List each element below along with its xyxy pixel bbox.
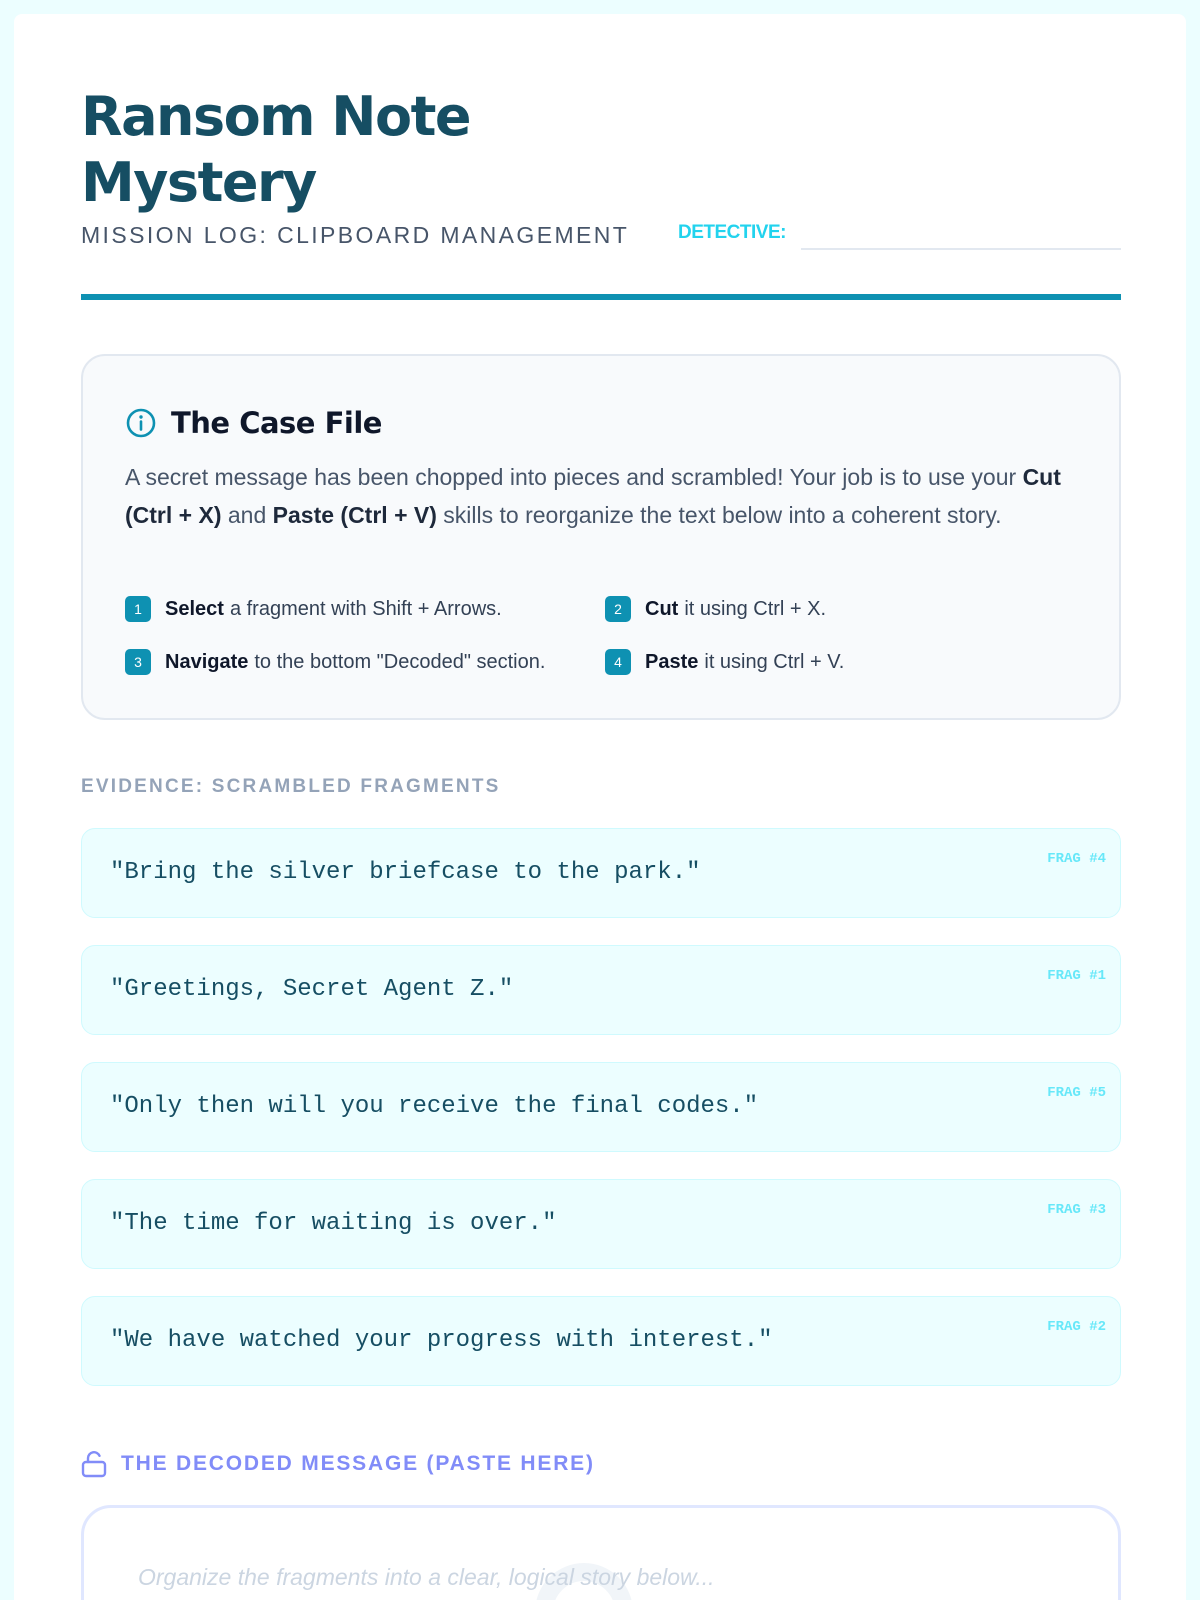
page-header [81, 84, 1121, 248]
step-text: it using Ctrl + V. [704, 650, 845, 673]
step-navigate [125, 649, 545, 675]
fragment-text[interactable]: "Only then will you receive the final codes." [110, 1093, 759, 1120]
detective-label: DETECTIVE: [678, 222, 786, 243]
fragment-card[interactable] [81, 828, 1121, 918]
fragment-text[interactable]: "Bring the silver briefcase to the park." [110, 859, 701, 886]
step-select [125, 596, 502, 622]
case-file-title: The Case File [171, 406, 382, 440]
case-file-heading [125, 406, 382, 440]
step-action: Cut [645, 597, 679, 620]
decoded-section-heading [81, 1450, 595, 1478]
info-icon [125, 407, 157, 439]
fragment-card[interactable] [81, 1179, 1121, 1269]
step-text: to the bottom "Decoded" section. [254, 650, 546, 673]
page-title: Ransom Note Mystery [81, 85, 471, 214]
paste-shortcut: Paste (Ctrl + V) [272, 502, 437, 528]
step-action: Navigate [165, 650, 249, 673]
decoded-section-title: THE DECODED MESSAGE (PASTE HERE) [121, 1452, 595, 1475]
step-action: Select [165, 597, 224, 620]
fragment-tag: FRAG #5 [1047, 1085, 1106, 1101]
evidence-section-label: EVIDENCE: SCRAMBLED FRAGMENTS [81, 776, 501, 797]
fragment-card[interactable] [81, 945, 1121, 1035]
step-number-badge: 1 [125, 596, 151, 622]
fragment-tag: FRAG #2 [1047, 1319, 1106, 1335]
fragment-text[interactable]: "Greetings, Secret Agent Z." [110, 976, 514, 1003]
step-cut [605, 596, 826, 622]
case-file-card [81, 354, 1121, 720]
step-number-badge: 2 [605, 596, 631, 622]
cut-shortcut: Cut (Ctrl + X) [125, 464, 1061, 528]
header-divider [81, 294, 1121, 300]
fragment-text[interactable]: "The time for waiting is over." [110, 1210, 557, 1237]
fragment-tag: FRAG #1 [1047, 968, 1106, 984]
page-subtitle: MISSION LOG: CLIPBOARD MANAGEMENT [81, 222, 630, 248]
intro-text-2: and [221, 502, 273, 528]
step-text: it using Ctrl + X. [684, 597, 827, 620]
fragment-card[interactable] [81, 1296, 1121, 1386]
fragment-text[interactable]: "We have watched your progress with interest." [110, 1327, 773, 1354]
case-file-description [125, 458, 1065, 534]
fragment-tag: FRAG #3 [1047, 1202, 1106, 1218]
step-number-badge: 4 [605, 649, 631, 675]
intro-text-1: A secret message has been chopped into pieces and scrambled! Your job is to use your [125, 464, 1023, 490]
step-action: Paste [645, 650, 699, 673]
step-number-badge: 3 [125, 649, 151, 675]
intro-text-3: skills to reorganize the text below into a coherent story. [436, 502, 1002, 528]
decoded-message-area [81, 1505, 1121, 1600]
detective-name-input[interactable] [801, 214, 1121, 250]
step-paste [605, 649, 844, 675]
fragment-card[interactable] [81, 1062, 1121, 1152]
decoded-message-input[interactable] [138, 1564, 1058, 1600]
lock-open-icon [81, 1450, 107, 1478]
step-text: a fragment with Shift + Arrows. [229, 597, 502, 620]
fragment-tag: FRAG #4 [1047, 851, 1106, 867]
